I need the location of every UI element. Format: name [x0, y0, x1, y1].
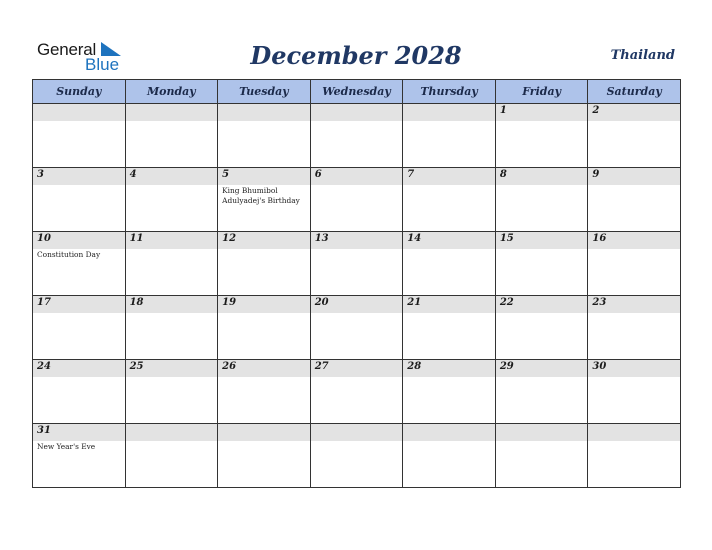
holiday-label [403, 313, 495, 315]
day-cell [310, 232, 403, 296]
day-number-band [311, 360, 403, 377]
day-number-band [496, 424, 588, 441]
holiday-label [218, 313, 310, 315]
day-number: 2 [592, 105, 600, 116]
day-number: 31 [37, 425, 51, 436]
holiday-label [588, 377, 680, 379]
day-number: 12 [222, 233, 237, 244]
day-cell [588, 296, 681, 360]
day-number-band [126, 168, 218, 185]
holiday-label [311, 249, 403, 251]
day-number: 9 [592, 169, 600, 180]
day-number-band [218, 424, 310, 441]
day-number-band [126, 232, 218, 249]
day-number: 6 [314, 169, 322, 180]
holiday-label [218, 249, 310, 251]
day-cell [218, 360, 311, 424]
day-cell [495, 104, 588, 168]
week-row [33, 232, 681, 296]
day-number: 24 [37, 361, 51, 372]
day-cell [33, 296, 126, 360]
day-number-band [588, 424, 680, 441]
day-number: 18 [129, 297, 144, 308]
weekday-header: Saturday [588, 80, 681, 104]
weekday-header: Sunday [33, 80, 126, 104]
day-cell [495, 424, 588, 488]
holiday-label [126, 313, 218, 315]
holiday-label [218, 121, 310, 123]
day-number-band [33, 104, 125, 121]
weekday-header-row [33, 80, 681, 104]
holiday-label [403, 121, 495, 123]
day-number-band [588, 360, 680, 377]
holiday-label [126, 441, 218, 443]
holiday-label [588, 249, 680, 251]
day-number-band [403, 424, 495, 441]
calendar-grid [32, 79, 681, 488]
day-cell [218, 296, 311, 360]
holiday-label [496, 441, 588, 443]
day-number: 28 [407, 361, 422, 372]
day-number-band [126, 424, 218, 441]
day-number-band [588, 104, 680, 121]
weekday-header: Monday [125, 80, 218, 104]
day-cell [403, 232, 496, 296]
day-number: 30 [592, 361, 607, 372]
day-cell [495, 168, 588, 232]
day-number: 14 [407, 233, 422, 244]
day-number-band [311, 104, 403, 121]
day-number: 5 [222, 169, 230, 180]
logo-word-blue: Blue [85, 55, 120, 74]
holiday-label [33, 185, 125, 187]
day-cell [310, 424, 403, 488]
day-number-band [33, 424, 125, 441]
day-cell [125, 296, 218, 360]
day-number-band [126, 104, 218, 121]
day-number: 29 [499, 361, 514, 372]
weekday-header: Thursday [403, 80, 496, 104]
day-number: 20 [314, 297, 329, 308]
holiday-label [126, 377, 218, 379]
day-number-band [403, 168, 495, 185]
day-number: 21 [407, 297, 422, 308]
holiday-label [33, 121, 125, 123]
day-number: 27 [314, 361, 329, 372]
day-cell [588, 232, 681, 296]
day-number: 23 [592, 297, 607, 308]
day-number: 3 [37, 169, 44, 180]
day-number: 7 [407, 169, 415, 180]
week-row [33, 360, 681, 424]
holiday-label [403, 249, 495, 251]
holiday-label [496, 185, 588, 187]
day-cell [588, 104, 681, 168]
day-number-band [496, 296, 588, 313]
holiday-label [588, 313, 680, 315]
holiday-label [33, 377, 125, 379]
holiday-label [403, 377, 495, 379]
weekday-header: Wednesday [310, 80, 403, 104]
holiday-label [588, 441, 680, 443]
day-cell [495, 232, 588, 296]
day-number: 22 [499, 297, 514, 308]
day-cell [218, 168, 311, 232]
holiday-label [218, 377, 310, 379]
day-number: 1 [499, 105, 507, 116]
day-number-band [33, 168, 125, 185]
day-cell [33, 168, 126, 232]
day-number-band [218, 296, 310, 313]
day-number-band [496, 104, 588, 121]
day-cell [495, 360, 588, 424]
day-number-band [311, 424, 403, 441]
day-cell [588, 360, 681, 424]
day-number-band [33, 296, 125, 313]
day-cell [125, 104, 218, 168]
day-cell [125, 232, 218, 296]
day-cell [33, 424, 126, 488]
day-number-band [496, 360, 588, 377]
day-cell [403, 424, 496, 488]
day-number-band [218, 232, 310, 249]
country-label: Thailand [610, 48, 675, 63]
day-number-band [218, 168, 310, 185]
day-number: 11 [129, 233, 144, 244]
day-number: 8 [499, 169, 507, 180]
day-cell [310, 296, 403, 360]
holiday-label [496, 249, 588, 251]
day-number-band [33, 232, 125, 249]
day-number: 16 [592, 233, 607, 244]
holiday-label [311, 121, 403, 123]
holiday-label [496, 121, 588, 123]
week-row [33, 424, 681, 488]
day-cell [33, 360, 126, 424]
day-cell [218, 104, 311, 168]
day-number-band [403, 360, 495, 377]
holiday-label [588, 185, 680, 187]
day-cell [33, 232, 126, 296]
day-number-band [218, 360, 310, 377]
day-number-band [403, 232, 495, 249]
week-row [33, 168, 681, 232]
day-number: 15 [499, 233, 514, 244]
holiday-label [403, 185, 495, 187]
holiday-label [496, 377, 588, 379]
holiday-label [311, 185, 403, 187]
week-row [33, 296, 681, 360]
day-cell [310, 104, 403, 168]
day-cell [33, 104, 126, 168]
day-cell [403, 296, 496, 360]
holiday-label [311, 313, 403, 315]
day-number-band [126, 296, 218, 313]
day-number-band [588, 296, 680, 313]
day-number: 25 [129, 361, 144, 372]
holiday-label [126, 249, 218, 251]
day-number: 13 [314, 233, 329, 244]
day-number-band [311, 232, 403, 249]
week-row [33, 104, 681, 168]
day-number: 19 [222, 297, 237, 308]
holiday-label [496, 313, 588, 315]
holiday-label: King Bhumibol Adulyadej's Birthday [222, 186, 300, 205]
logo-word-general: General [37, 40, 97, 59]
day-cell [218, 424, 311, 488]
holiday-label [311, 441, 403, 443]
calendar-title: December 2028 [250, 41, 462, 70]
day-cell [588, 424, 681, 488]
day-cell [403, 360, 496, 424]
day-number-band [403, 104, 495, 121]
day-cell [403, 168, 496, 232]
holiday-label [311, 377, 403, 379]
holiday-label [588, 121, 680, 123]
day-number-band [33, 360, 125, 377]
holiday-label [126, 121, 218, 123]
day-cell [125, 360, 218, 424]
day-number-band [588, 232, 680, 249]
holiday-label [126, 185, 218, 187]
holiday-label [218, 441, 310, 443]
day-number-band [311, 168, 403, 185]
holiday-label: Constitution Day [37, 250, 101, 259]
day-number: 26 [222, 361, 237, 372]
weekday-header: Tuesday [218, 80, 311, 104]
day-number-band [496, 168, 588, 185]
day-cell [495, 296, 588, 360]
day-cell [403, 104, 496, 168]
holiday-label: New Year's Eve [37, 442, 96, 451]
day-number-band [311, 296, 403, 313]
holiday-label [33, 313, 125, 315]
day-number-band [218, 104, 310, 121]
day-number: 4 [129, 169, 137, 180]
day-number-band [403, 296, 495, 313]
day-number: 17 [37, 297, 51, 308]
holiday-label [403, 441, 495, 443]
day-cell [125, 168, 218, 232]
day-cell [310, 360, 403, 424]
day-number-band [496, 232, 588, 249]
day-number-band [126, 360, 218, 377]
weekday-header: Friday [495, 80, 588, 104]
day-cell [218, 232, 311, 296]
day-number-band [588, 168, 680, 185]
day-cell [588, 168, 681, 232]
day-cell [310, 168, 403, 232]
day-cell [125, 424, 218, 488]
day-number: 10 [37, 233, 51, 244]
